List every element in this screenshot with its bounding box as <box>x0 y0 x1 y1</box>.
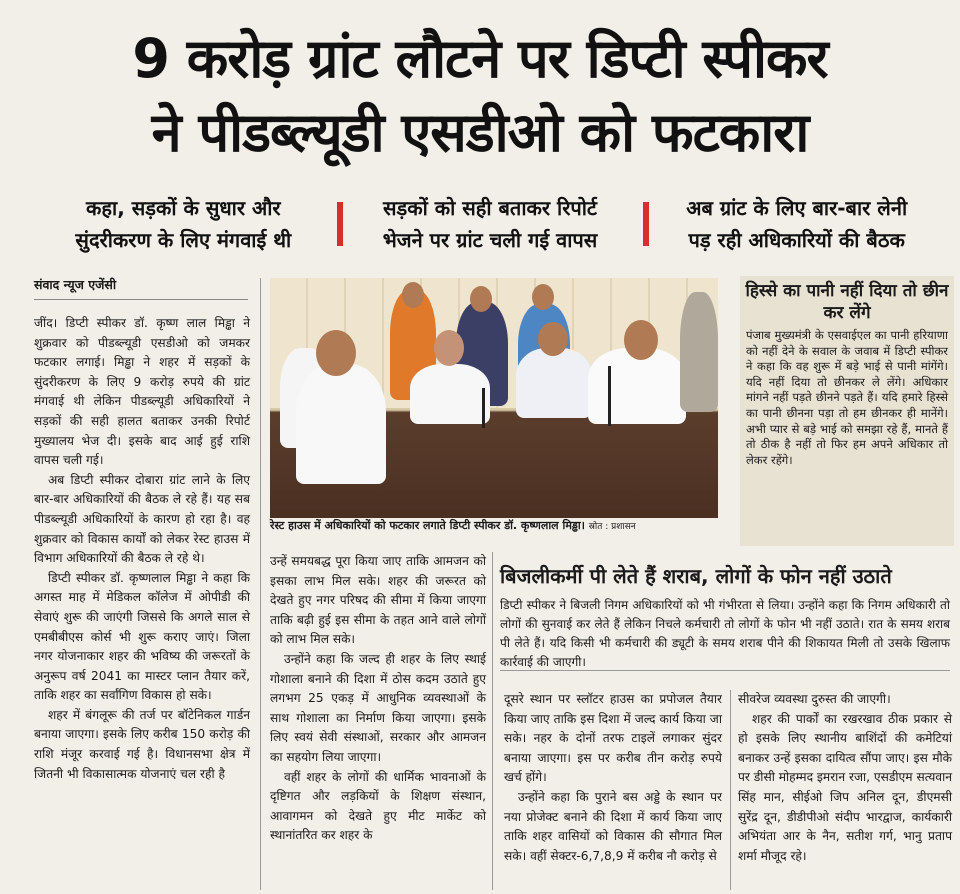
byline: संवाद न्यूज एजेंसी <box>34 276 248 300</box>
article-column-4 <box>738 690 952 866</box>
photo-figure <box>516 348 592 418</box>
subhead-3 <box>643 192 950 256</box>
article-column-2 <box>270 552 486 846</box>
sidebar-body: पंजाब मुख्यमंत्री के एसवाईएल का पानी हरियाणा को नहीं देने के सवाल के जवाब में डिप्टी स्पीकर ने कहा कि वह शुरू में बड़े भाई से पानी मांगेंगे। यदि नहीं दिया तो छीनकर ले लेंगे। अधिकार मांगने नहीं पड़ते छीनने पड़ते हैं। यदि हमारे हिस्से का पानी छीनना पड़ा तो हम छीनकर ही मानेंगे। अभी प्यार से बड़े भाई को समझा रहे हैं, मानते हैं तो ठीक है नहीं तो फिर हम अपने अधिकार तो लेकर रहेंगे। <box>746 328 948 467</box>
photo-figure <box>680 292 718 412</box>
subhead-1-line-2: सुंदरीकरण के लिए मंगवाई थी <box>75 228 292 252</box>
headline-line-1: 9 करोड़ ग्रांट लौटने पर डिप्टी स्पीकर <box>132 27 828 90</box>
paragraph: शहर में बंगलूरू की तर्ज पर बॉटेनिकल गार्डन बनाया जाएगा। इसके लिए करीब 150 करोड़ की राशि मंजूर करवाई गई है। विधानसभा क्षेत्र में जितनी भी विकासात्मक योजनाएं चल रही है <box>34 707 250 781</box>
sidebar-title: हिस्से का पानी नहीं दिया तो छीन कर लेंगे <box>745 281 949 323</box>
article-column-3 <box>504 690 722 866</box>
column-rule <box>730 690 731 890</box>
section-rule <box>500 670 950 671</box>
subhead-3-line-2: पड़ रही अधिकारियों की बैठक <box>688 228 905 252</box>
photo-caption <box>270 518 718 535</box>
article-column-1 <box>34 314 250 784</box>
paragraph: सीवरेज व्यवस्था दुरुस्त की जाएगी। <box>738 692 891 706</box>
paragraph: उन्हें समयबद्ध पूरा किया जाए ताकि आमजन को इसका लाभ मिल सके। शहर की जरूरत को देखते हुए नगर परिषद की सीमा में किया जाएगा ताकि बढ़ी हुई इस सीमा के तहत आने वाले लोगों को लाभ मिल सके। <box>270 554 486 647</box>
photo-caption-text: रेस्ट हाउस में अधिकारियों को फटकार लगाते डिप्टी स्पीकर डॉ. कृष्णलाल मिड्ढा। <box>270 519 585 532</box>
photo-source: स्रोत : प्रशासन <box>588 522 636 532</box>
sidebar-box <box>740 276 954 546</box>
paragraph: दूसरे स्थान पर स्लॉटर हाउस का प्रपोजल तैयार किया जाए ताकि इस दिशा में जल्द कार्य किया जा सके। नहर के दोनों तरफ टाइलें लगाकर सुंदर बनाया जाएगा। इस पर करीब तीन करोड़ रुपये खर्च होंगे। <box>504 692 722 785</box>
paragraph: अब डिप्टी स्पीकर दोबारा ग्रांट लाने के लिए बार-बार अधिकारियों की बैठक ले रहे हैं। यह सब पीडब्ल्यूडी अधिकारियों के कारण हो रहा है। वह शुक्रवार को विकास कार्यों को लेकर रेस्ट हाउस में विभाग अधिकारियों की बैठक ले रहे थे। <box>34 472 250 566</box>
subhead-2 <box>337 192 644 256</box>
subhead-1 <box>30 192 337 256</box>
headline <box>0 22 960 170</box>
headline-line-2: ने पीडब्ल्यूडी एसडीओ को फटकारा <box>151 101 809 164</box>
photo-figure <box>296 364 386 484</box>
column-rule <box>260 278 261 890</box>
subhead-3-line-1: अब ग्रांट के लिए बार-बार लेनी <box>686 196 908 220</box>
paragraph: उन्होंने कहा कि जल्द ही शहर के लिए स्थाई गोशाला बनाने की दिशा में ठोस कदम उठाते हुए लगभग 25 एकड़ में आधुनिक व्यवस्थाओं के साथ गोशाला का निर्माण किया जाएगा। इसके लिए स्वयं सेवी संस्थाओं, सरकार और आमजन का सहयोग लिया जाएगा। <box>270 651 486 764</box>
paragraph: शहर की पार्कों का रखरखाव ठीक प्रकार से हो इसके लिए स्थानीय बाशिंदों की कमेटियां बनाकर उन्हें इसका दायित्व सौंपा जाए। इस मौके पर डीसी मोहम्मद इमरान रजा, एसडीएम सत्यवान सिंह मान, सीईओ जिप अनिल दून, डीएमसी सुरेंद्र दून, डीडीपीओ संदीप भारद्वाज, कार्यकारी अभियंता आर के नैन, सतीश गर्ग, भानु प्रताप शर्मा मौजूद रहे। <box>738 711 952 863</box>
box-title: बिजलीकर्मी पी लेते हैं शराब, लोगों के फोन नहीं उठाते <box>500 564 892 588</box>
paragraph: डिप्टी स्पीकर डॉ. कृष्णलाल मिड्ढा ने कहा कि अगस्त माह में मेडिकल कॉलेज में ओपीडी की सेवाएं शुरू की जाएंगी जिससे कि अगले साल से एमबीबीएस कोर्स भी शुरू कराए जाएं। जिला नगर योजनाकार शहर की भविष्य की जरूरतों के अनुरूप वर्ष 2041 का मास्टर प्लान तैयार करें, ताकि शहर का सर्वांगिण विकास हो सके। <box>34 570 250 703</box>
paragraph: उन्होंने कहा कि पुराने बस अड्डे के स्थान पर नया प्रोजेक्ट बनाने की दिशा में कार्य किया जाए ताकि शहर वासियों को विकास की सौगात मिल सके। वहीं सेक्टर-6,7,8,9 में करीब नौ करोड़ से <box>504 789 722 863</box>
subheads <box>30 192 950 256</box>
subhead-2-line-1: सड़कों को सही बताकर रिपोर्ट <box>383 196 597 220</box>
subhead-2-line-2: भेजने पर ग्रांट चली गई वापस <box>382 228 598 252</box>
subhead-1-line-1: कहा, सड़कों के सुधार और <box>86 196 281 220</box>
box-body: डिप्टी स्पीकर ने बिजली निगम अधिकारियों को भी गंभीरता से लिया। उन्होंने कहा कि निगम अधिकारी तो लोगों की सुनवाई कर लेते हैं लेकिन निचले कर्मचारी तो लोगों के फोन भी नहीं उठाते। रात के समय शराब पी लेते हैं। यदि किसी भी कर्मचारी की ड्यूटी के समय शराब पीने की शिकायत मिली तो उसके खिलाफ कार्रवाई की जाएगी। <box>500 598 950 669</box>
paragraph: वहीं शहर के लोगों की धार्मिक भावनाओं के दृष्टिगत और लड़कियों के शिक्षण संस्थान, आवागमन को देखते हुए मीट मार्केट को स्थानांतरित कर शहर के <box>270 769 486 843</box>
photo-figure <box>410 364 490 424</box>
column-rule <box>492 552 493 890</box>
paragraph: जींद। डिप्टी स्पीकर डॉ. कृष्ण लाल मिड्ढा ने शुक्रवार को पीडब्ल्यूडी एसडीओ को जमकर फटकार लगाई। मिड्ढा ने शहर में सड़कों के सुंदरीकरण के लिए 9 करोड़ रुपये की ग्रांट मंगवाई थी लेकिन पीडब्ल्यूडी अधिकारियों ने सड़कों की सही हालत बताकर उनकी रिपोर्ट मुख्यालय भेज दी। इसके बाद आई हुई राशि वापस चली गई। <box>34 316 250 468</box>
news-photo <box>270 278 718 518</box>
